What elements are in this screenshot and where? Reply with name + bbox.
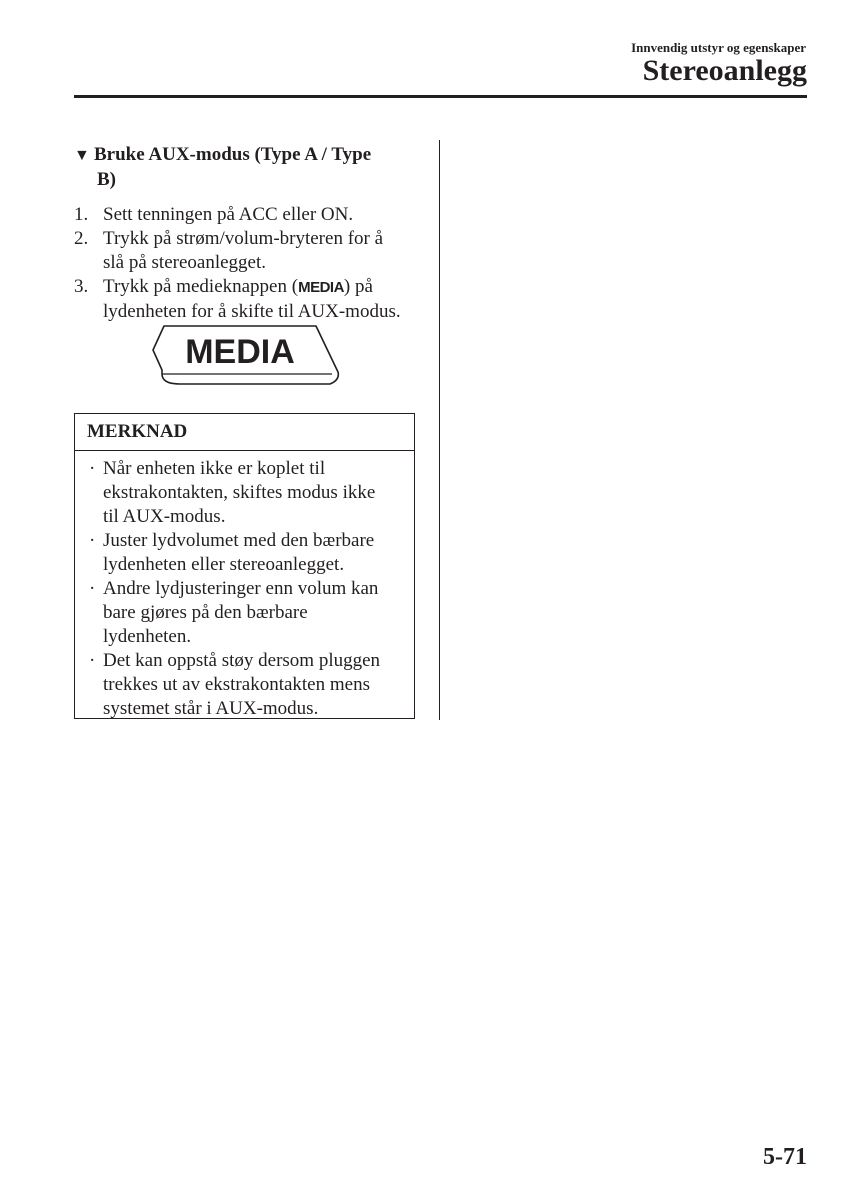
note-text: lydenheten eller stereoanlegget. bbox=[103, 554, 345, 575]
step-number: 3. bbox=[74, 276, 89, 297]
subheading bbox=[74, 143, 424, 192]
bullet: · bbox=[89, 578, 96, 599]
note-box bbox=[74, 413, 415, 719]
step-text: lydenheten for å skifte til AUX-modus. bbox=[103, 301, 401, 322]
note-text: Andre lydjusteringer enn volum kan bbox=[103, 578, 379, 599]
bullet: · bbox=[89, 650, 96, 671]
media-button-graphic bbox=[152, 322, 342, 394]
media-inline-label: MEDIA bbox=[298, 279, 344, 296]
note-text: til AUX-modus. bbox=[103, 506, 226, 527]
subheading-line-1: Bruke AUX-modus (Type A / Type bbox=[94, 144, 372, 165]
note-item bbox=[75, 577, 414, 649]
section-title: Innvendig utstyr og egenskaper bbox=[631, 40, 806, 55]
note-item bbox=[75, 649, 414, 721]
subheading-line-2: B) bbox=[97, 169, 116, 190]
note-text: Juster lydvolumet med den bærbare bbox=[103, 530, 375, 551]
steps-list bbox=[74, 203, 424, 324]
note-title: MERKNAD bbox=[75, 414, 414, 451]
bullet: · bbox=[89, 530, 96, 551]
step-text: Sett tenningen på ACC eller ON. bbox=[103, 204, 354, 225]
column-divider bbox=[439, 140, 440, 720]
note-text: systemet står i AUX-modus. bbox=[103, 698, 319, 719]
page-title: Stereoanlegg bbox=[642, 54, 807, 87]
note-text: trekkes ut av ekstrakontakten mens bbox=[103, 674, 370, 695]
bullet: · bbox=[89, 458, 96, 479]
note-text: ekstrakontakten, skiftes modus ikke bbox=[103, 482, 376, 503]
media-button-label: MEDIA bbox=[185, 333, 295, 371]
triangle-down-icon: ▼ bbox=[74, 147, 90, 164]
note-text: bare gjøres på den bærbare bbox=[103, 602, 308, 623]
step-text: ) på bbox=[343, 276, 373, 297]
step-3 bbox=[74, 275, 424, 324]
step-text: Trykk på medieknappen ( bbox=[103, 276, 299, 297]
note-item bbox=[75, 529, 414, 577]
step-text: Trykk på strøm/volum-bryteren for å bbox=[103, 228, 384, 249]
note-item bbox=[75, 457, 414, 529]
step-1 bbox=[74, 203, 424, 227]
note-text: lydenheten. bbox=[103, 626, 192, 647]
step-text: slå på stereoanlegget. bbox=[103, 252, 267, 273]
note-text: Det kan oppstå støy dersom pluggen bbox=[103, 650, 381, 671]
note-list bbox=[75, 451, 414, 721]
page-number: 5-71 bbox=[763, 1144, 807, 1170]
note-text: Når enheten ikke er koplet til bbox=[103, 458, 326, 479]
step-2 bbox=[74, 227, 424, 275]
step-number: 2. bbox=[74, 228, 89, 249]
header-rule bbox=[74, 95, 807, 98]
step-number: 1. bbox=[74, 204, 89, 225]
